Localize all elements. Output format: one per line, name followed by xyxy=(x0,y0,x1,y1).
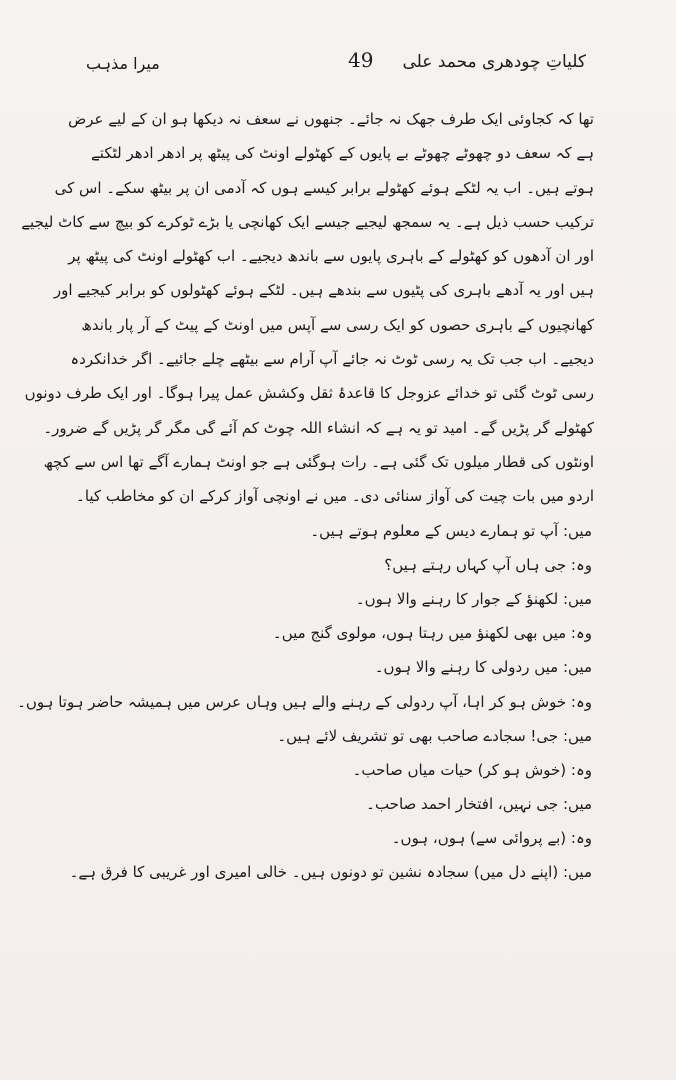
text-line: دیجیے۔ اب جب تک یہ رسی ٹوٹ نہ جائے آپ آرام سے بیٹھے چلے جائیے۔ اگر خدانکردہ xyxy=(70,350,594,369)
dialogue-line: میں: میں ردولی کا رہنے والا ہوں۔ xyxy=(374,658,592,677)
dialogue-line: وہ: (خوش ہو کر) حیات میاں صاحب۔ xyxy=(352,760,592,779)
page-body xyxy=(17,102,594,890)
dialogue-line: وہ: میں بھی لکھنؤ میں رہتا ہوں، مولوی گنج میں۔ xyxy=(272,624,592,643)
text-line: تھا کہ کجاوئی ایک طرف جھک نہ جائے۔ جنھوں نے سعف نہ دیکھا ہو ان کے لیے عرض xyxy=(68,110,594,128)
chapter-title: میرا مذہب xyxy=(86,54,160,73)
text-line: اردو میں بات چیت کی آواز سنائی دی۔ میں نے اونچی آواز کرکے ان کو مخاطب کیا۔ xyxy=(76,487,594,506)
dialogue-line: میں: لکھنؤ کے جوار کا رہنے والا ہوں۔ xyxy=(355,589,592,608)
text-line: کھانچیوں کے باہری حصوں کو ایک رسی سے آپس میں اونٹ کے پیٹ کے آر پار باندھ xyxy=(81,315,594,334)
book-title: کلیاتِ چودھری محمد علی xyxy=(402,52,586,72)
dialogue-line: میں: جی نہیں، افتخار احمد صاحب۔ xyxy=(366,795,592,814)
text-line: رسی ٹوٹ گئی تو خدائے عزوجل کا قاعدۂ ثقل وکشش عمل پیرا ہوگا۔ اور ایک طرف دونوں xyxy=(24,384,594,403)
dialogue-line: میں: (اپنے دل میں) سجادہ نشین تو دونوں ہیں۔ خالی امیری اور غریبی کا فرق ہے۔ xyxy=(69,863,592,882)
text-line: اونٹوں کی قطار میلوں تک گئی ہے۔ رات ہوگئی ہے جو اونٹ ہمارے آگے تھا اس سے کچھ xyxy=(43,452,594,471)
page-number: 49 xyxy=(348,48,374,72)
dialogue-line: وہ: (بے پروائی سے) ہوں، ہوں۔ xyxy=(391,829,592,848)
text-line: اور ان آدھوں کو کھٹولے کے باہری پایوں سے باندھ دیجیے۔ اب کھٹولے اونٹ کی پیٹھ پر xyxy=(68,247,594,266)
text-line: ہے کہ سعف دو چھوٹے چھوٹے بے پایوں کے کھٹولے اونٹ کی پیٹھ پر ادھر ادھر لٹکتے xyxy=(91,144,594,163)
text-line: ہیں اور یہ آدھے باہری کی پٹیوں سے بندھے ہیں۔ لٹکے ہوئے کھٹولوں کو برابر کیجیے اور xyxy=(53,281,594,300)
dialogue-section xyxy=(17,514,594,890)
text-line: کھٹولے گر پڑیں گے۔ امید تو یہ ہے کہ انشاء اللہ چوٹ کم آئے گی مگر گر پڑیں گے ضرور۔ xyxy=(43,418,594,437)
dialogue-line: میں: جی! سجادے صاحب بھی تو تشریف لائے ہیں۔ xyxy=(277,726,592,745)
dialogue-line: میں: آپ تو ہمارے دیس کے معلوم ہوتے ہیں۔ xyxy=(310,521,592,540)
dialogue-line: وہ: خوش ہو کر اہا، آپ ردولی کے رہنے والے ہیں وہاں عرس میں ہمیشہ حاضر ہوتا ہوں۔ xyxy=(17,692,592,711)
page-header xyxy=(86,48,586,84)
dialogue-line: وہ: جی ہاں آپ کہاں رہتے ہیں؟ xyxy=(384,555,592,574)
text-line: ترکیب حسب ذیل ہے۔ یہ سمجھ لیجیے جیسے ایک کھانچی یا بڑے ٹوکرے کو بیچ سے کاٹ لیجیے xyxy=(21,212,594,231)
narrative-paragraph xyxy=(21,102,594,514)
text-line: ہوتے ہیں۔ اب یہ لٹکے ہوئے کھٹولے برابر کیسے ہوں کہ آدمی ان پر بیٹھ سکے۔ اس کی xyxy=(54,178,594,197)
